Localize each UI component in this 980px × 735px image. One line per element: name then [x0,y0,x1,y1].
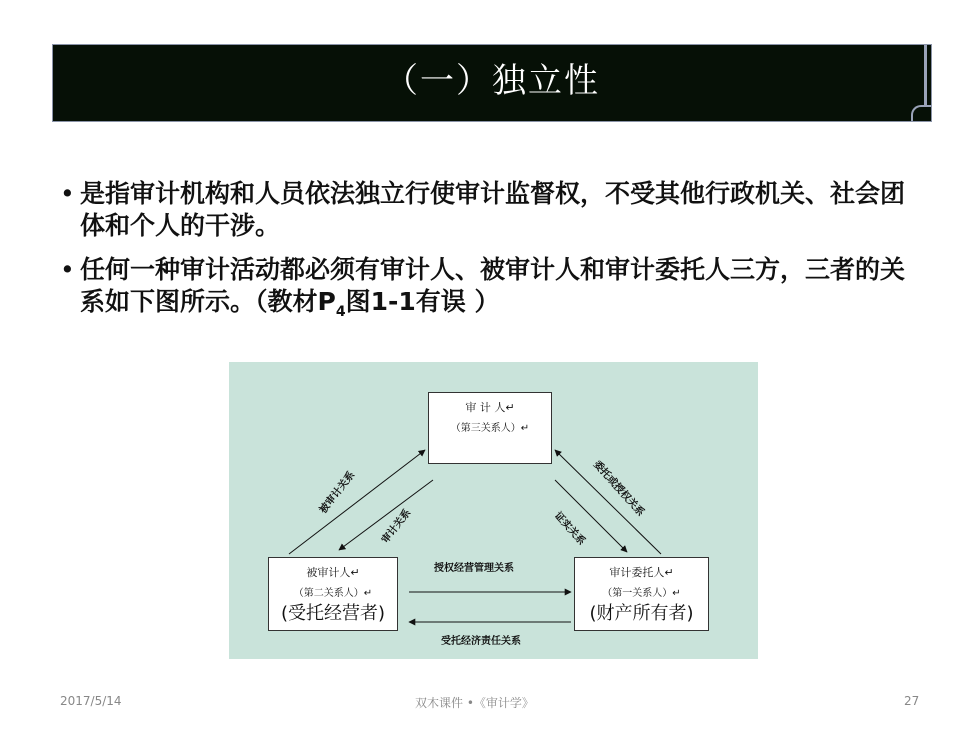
title-bar-curl [911,105,931,121]
bullet-text-tail: 图1-1有误 ） [345,287,500,316]
label-attest-relation: 证实关系 [552,510,587,548]
bullet-item [60,254,910,328]
bullet-text: 是指审计机构和人员依法独立行使审计监督权，不受其他行政机关、社会团体和个人的干涉。 [80,179,906,240]
auditor-role: （第三关系人）↵ [450,423,530,434]
client-desc: (财产所有者) [589,603,694,624]
label-audit-relation: 审计关系 [379,507,414,546]
auditee-desc: (受托经营者) [280,603,386,624]
auditor-name: 审 计 人↵ [465,401,515,414]
footer-page-number: 27 [904,694,920,708]
auditee-name: 被审计人↵ [306,566,360,579]
label-entrust-relation: 委托或授权关系 [591,459,647,519]
client-name: 审计委托人↵ [609,566,674,579]
bullet-item [60,178,910,242]
relationship-diagram [229,362,758,659]
auditee-box [268,557,398,631]
title-bar-edge [924,45,927,105]
arrow-audited [289,450,425,554]
title-bar [52,44,932,122]
client-box [574,557,709,631]
label-accountability: 受托经济责任关系 [441,636,521,647]
footer-center: 双木课件 •《审计学》 [415,696,534,710]
bullet-list [60,178,910,340]
client-role: （第一关系人）↵ [602,588,681,599]
auditor-box [428,392,552,464]
slide-title: （一）独立性 [384,61,600,101]
bullet-subscript: 4 [335,304,346,320]
bullet-dot: • [60,255,75,284]
label-authorize-mgmt: 授权经营管理关系 [434,563,514,574]
bullet-text: 任何一种审计活动都必须有审计人、被审计人和审计委托人三方，三者的关系如下图所示。（教材P [80,255,906,316]
footer-date: 2017/5/14 [60,694,122,708]
label-audited-relation: 被审计关系 [317,469,358,516]
bullet-dot: • [60,179,75,208]
auditee-role: （第二关系人）↵ [293,588,373,599]
